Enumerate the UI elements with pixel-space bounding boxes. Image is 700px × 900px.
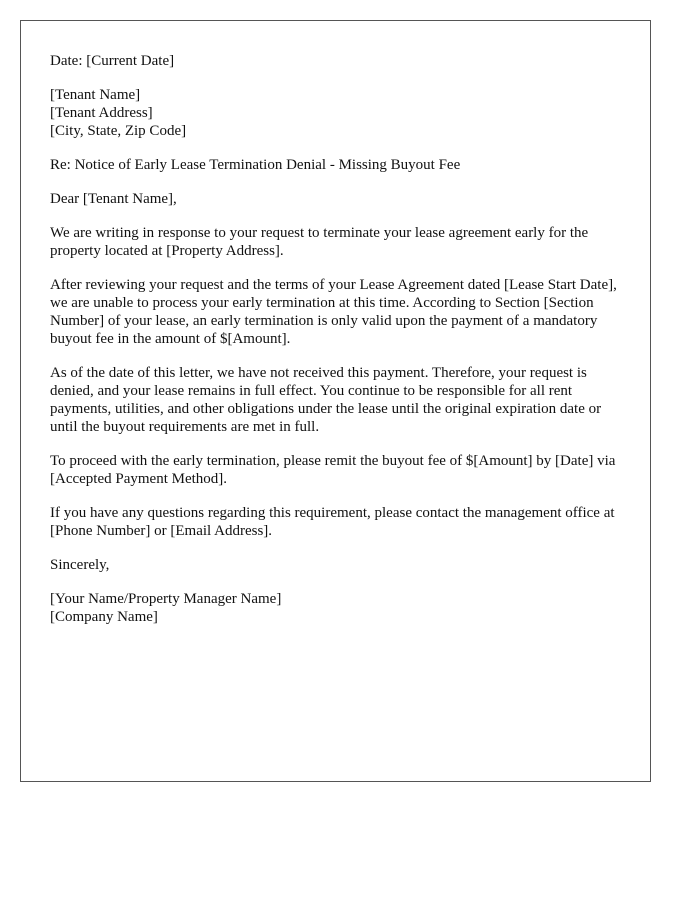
body-paragraph: As of the date of this letter, we have not received this payment. Therefore, your request is denied, and your lease remains in full effect. You continue to be responsible for all rent payments, utilities, and other obligations under the lease until the original expiration date or until the buyout requirements are met in full. <box>50 365 602 435</box>
recipient-city: [City, State, Zip Code] <box>50 123 187 139</box>
salutation: Dear [Tenant Name], <box>50 191 177 207</box>
closing: Sincerely, <box>50 557 110 573</box>
signer-name: [Your Name/Property Manager Name] <box>50 591 282 607</box>
body-paragraph: To proceed with the early termination, please remit the buyout fee of $[Amount] by [Date] via [Accepted Payment Method]. <box>50 453 616 487</box>
letter-date: Date: [Current Date] <box>50 53 175 69</box>
subject-line: Re: Notice of Early Lease Termination Denial - Missing Buyout Fee <box>50 157 461 173</box>
company-name: [Company Name] <box>50 609 158 625</box>
recipient-address: [Tenant Address] <box>50 105 153 121</box>
body-paragraph: We are writing in response to your request to terminate your lease agreement early for the property located at [Property Address]. <box>50 225 589 259</box>
recipient-block <box>50 86 632 140</box>
body-paragraph: If you have any questions regarding this requirement, please contact the management office at [Phone Number] or [Email Address]. <box>50 505 615 539</box>
body-paragraph: After reviewing your request and the terms of your Lease Agreement dated [Lease Start Date], we are unable to process your early termination at this time. According to Section [Section Number] of your lease, an early termination is only valid upon the payment of a mandatory buyout fee in the amount of $[Amount]. <box>50 277 617 347</box>
letter-page <box>20 20 651 782</box>
letter-body <box>50 21 632 626</box>
recipient-name: [Tenant Name] <box>50 87 141 103</box>
signature-block <box>50 590 632 626</box>
